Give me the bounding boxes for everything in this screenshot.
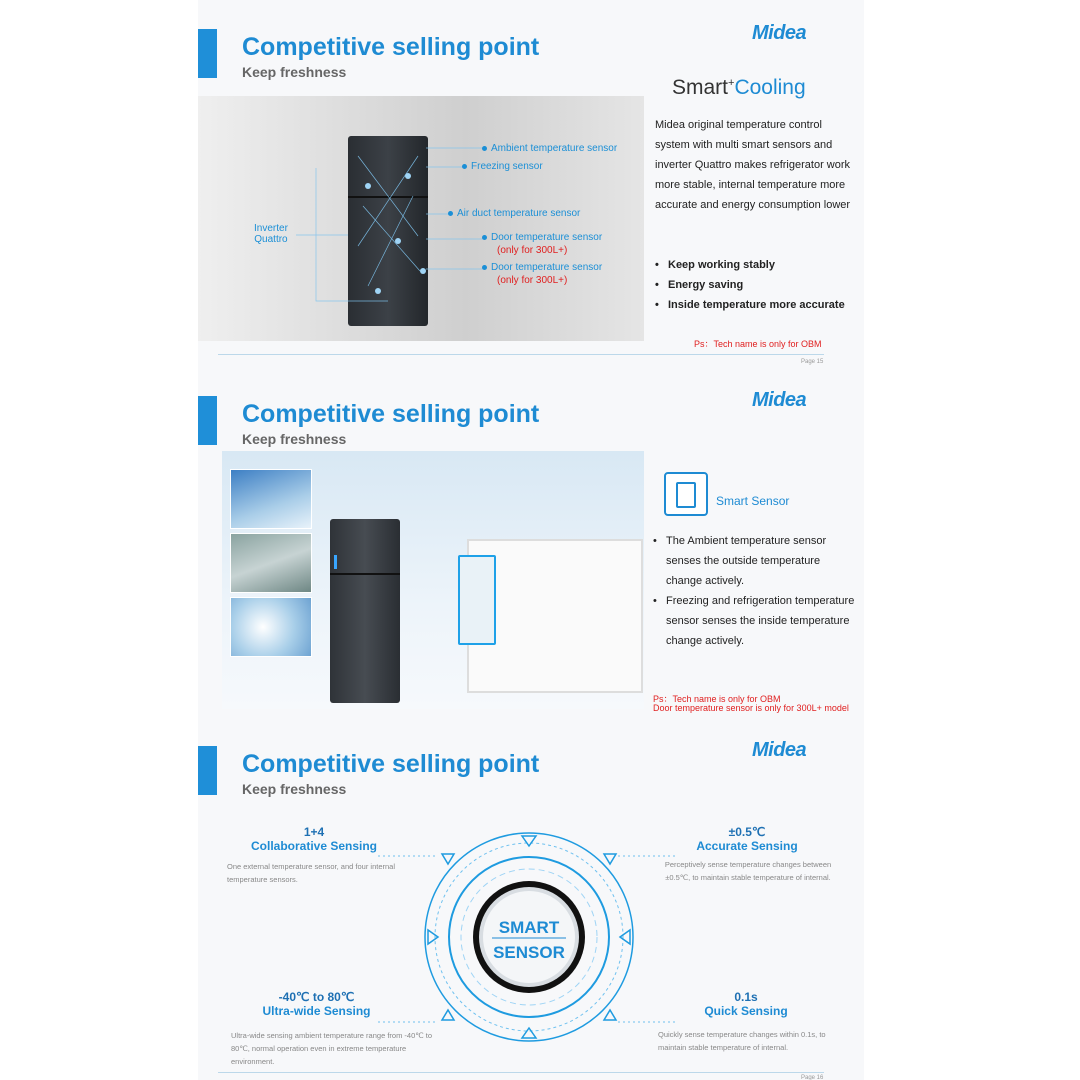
- feature-collaborative-desc: One external temperature sensor, and four internal temperature sensors.: [227, 862, 396, 884]
- slide-smart-cooling: [198, 0, 864, 367]
- slide-smart-sensor-specs: [198, 717, 864, 1080]
- slide-subtitle: Keep freshness: [242, 431, 347, 447]
- smart-sensor-label: Smart Sensor: [716, 494, 790, 508]
- slide-subtitle: Keep freshness: [242, 781, 347, 797]
- footer-divider: [218, 354, 824, 355]
- slide-title: Competitive selling point: [242, 33, 540, 61]
- midea-logo-text: Midea: [752, 22, 807, 44]
- callout-inverter: Inverter Quattro: [254, 223, 288, 245]
- smart-sensor-illustration: [222, 451, 644, 709]
- feature-ultra-wide-desc: Ultra-wide sensing ambient temperature range from -40℃ to 80℃, normal operation even in extreme temperature environment.: [231, 1031, 433, 1066]
- fridge-image: [330, 519, 400, 703]
- ps-note: Ps：Tech name is only for OBM: [653, 694, 781, 704]
- weather-thumb-frost: [230, 597, 312, 657]
- callout-door-sensor-1: Door temperature sensor: [482, 232, 602, 243]
- feature-ultra-wide-sensing: -40℃ to 80℃ Ultra-wide Sensing: [262, 990, 371, 1018]
- list-item: • Keep working stably: [655, 255, 845, 275]
- callout-ambient-sensor: Ambient temperature sensor: [482, 143, 617, 154]
- smart-cooling-brand: Smart+Cooling: [672, 76, 806, 99]
- footer-divider: [218, 1072, 824, 1073]
- smart-sensor-ring: [422, 830, 636, 1044]
- slide-title: Competitive selling point: [242, 400, 540, 428]
- benefit-list: [655, 255, 845, 315]
- title-accent-bar: [198, 746, 217, 795]
- slide-smart-sensor: [198, 367, 864, 717]
- callout-door-sensor-1-note: (only for 300L+): [497, 245, 568, 256]
- midea-logo: [752, 22, 806, 45]
- feature-collaborative-sensing: 1+4 Collaborative Sensing: [250, 825, 378, 853]
- weather-thumb-sky: [230, 469, 312, 529]
- callout-door-sensor-2-note: (only for 300L+): [497, 275, 568, 286]
- badge-sensor-text: SENSOR: [493, 943, 565, 962]
- feature-accurate-sensing: ±0.5℃ Accurate Sensing: [696, 825, 798, 853]
- feature-quick-sensing: 0.1s Quick Sensing: [704, 990, 788, 1018]
- midea-logo: [752, 389, 806, 412]
- midea-logo: [752, 739, 806, 762]
- sensor-feature-list: [653, 531, 858, 651]
- feature-quick-desc: Quickly sense temperature changes within 0.1s, to maintain stable temperature of internal.: [658, 1030, 826, 1052]
- slide-title: Competitive selling point: [242, 750, 540, 778]
- callout-air-duct-sensor: Air duct temperature sensor: [448, 208, 580, 219]
- title-accent-bar: [198, 396, 217, 445]
- midea-logo-text: Midea: [752, 739, 807, 761]
- weather-thumb-rain: [230, 533, 312, 593]
- callout-freezing-sensor: Freezing sensor: [462, 161, 543, 172]
- slide-subtitle: Keep freshness: [242, 64, 347, 80]
- midea-logo-text: Midea: [752, 389, 807, 411]
- internal-sensor-highlight: [458, 555, 496, 645]
- list-item: • Energy saving: [655, 275, 845, 295]
- ps-note-door-sensor: Door temperature sensor is only for 300L+ model: [653, 703, 849, 713]
- list-item: • Freezing and refrigeration temperature sensor senses the inside temperature change actively.: [653, 591, 858, 651]
- page-number: Page 15: [801, 359, 824, 365]
- smart-cooling-description: Midea original temperature control system with multi smart sensors and inverter Quattro makes refrigerator work more stable, internal temperature more accurate and energy consumption lower: [655, 119, 851, 211]
- ps-note: Ps：Tech name is only for OBM: [694, 339, 822, 349]
- callout-door-sensor-2: Door temperature sensor: [482, 262, 602, 273]
- page-number: Page 16: [801, 1075, 824, 1080]
- feature-accurate-desc: Perceptively sense temperature changes between ±0.5℃, to maintain stable temperature of internal.: [664, 860, 832, 882]
- list-item: • Inside temperature more accurate: [655, 295, 845, 315]
- smart-sensor-icon: [664, 472, 708, 516]
- list-item: • The Ambient temperature sensor senses the outside temperature change actively.: [653, 531, 858, 591]
- badge-smart-text: SMART: [498, 918, 560, 937]
- title-accent-bar: [198, 29, 217, 78]
